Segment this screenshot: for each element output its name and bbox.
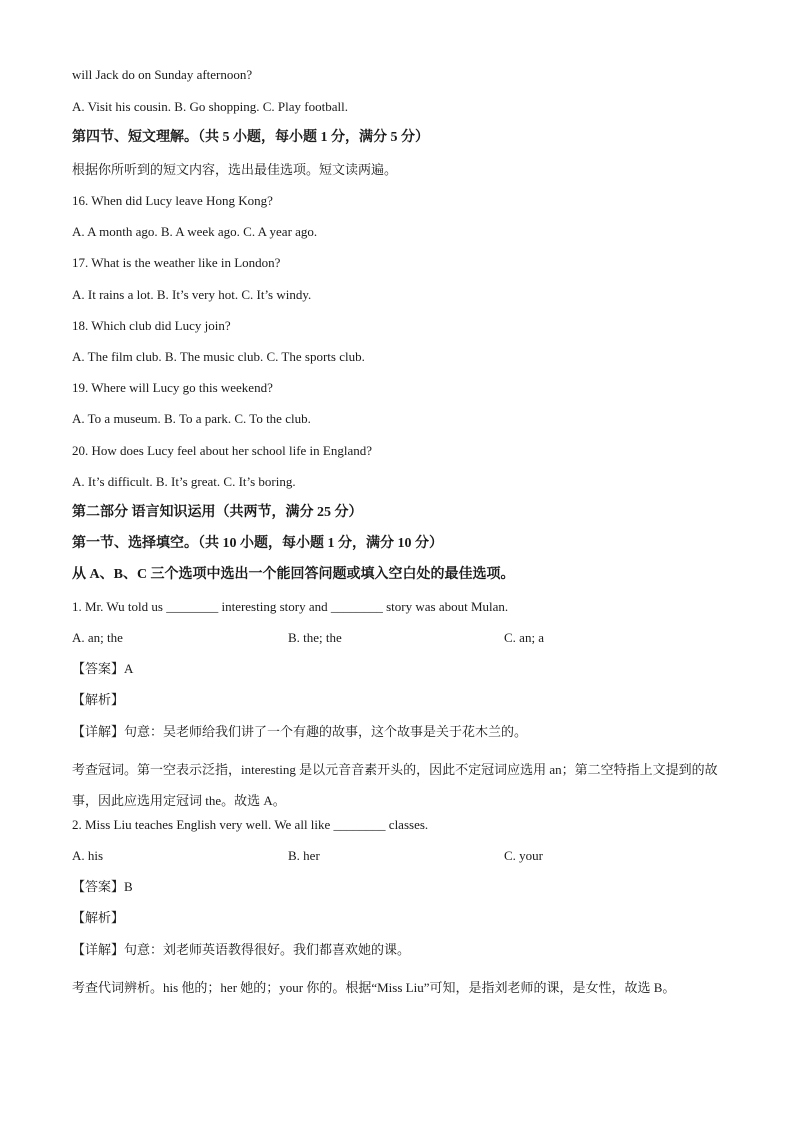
q2-option-a: A. his: [72, 848, 104, 863]
q2-option-c: C. your: [504, 848, 543, 863]
q2-question: 2. Miss Liu teaches English very well. We all like ________ classes.: [72, 817, 429, 832]
q17-options: A. It rains a lot. B. It’s very hot. C. It’s windy.: [72, 287, 312, 302]
q2-detail: 【详解】句意：刘老师英语教得很好。我们都喜欢她的课。: [72, 942, 411, 957]
q2-answer: 【答案】B: [72, 879, 133, 894]
section-1-heading: 第一节、选择填空。（共 10 小题，每小题 1 分，满分 10 分）: [72, 536, 443, 551]
q1-answer: 【答案】A: [72, 661, 134, 676]
q1-explanation: 考查冠词。第一空表示泛指，interesting 是以元音音素开头的，因此不定冠词应选用 an；第二空特指上文提到的故事，因此应选用定冠词 the。故选 A。: [72, 762, 718, 808]
q1-option-a: A. an; the: [72, 630, 123, 645]
q16-options: A. A month ago. B. A week ago. C. A year ago.: [72, 224, 318, 239]
section-1-instructions: 从 A、B、C 三个选项中选出一个能回答问题或填入空白处的最佳选项。: [72, 567, 515, 582]
q1-question: 1. Mr. Wu told us ________ interesting story and ________ story was about Mulan.: [72, 599, 509, 614]
q1-option-b: B. the; the: [288, 630, 342, 645]
q2-explanation: 考查代词辨析。his 他的；her 她的；your 你的。根据“Miss Liu”可知，是指刘老师的课，是女性，故选 B。: [72, 980, 676, 995]
q19-question: 19. Where will Lucy go this weekend?: [72, 380, 273, 395]
q20-options: A. It’s difficult. B. It’s great. C. It’s boring.: [72, 474, 296, 489]
q1-option-c: C. an; a: [504, 630, 545, 645]
q16-question: 16. When did Lucy leave Hong Kong?: [72, 193, 273, 208]
q1-detail: 【详解】句意：吴老师给我们讲了一个有趣的故事，这个故事是关于花木兰的。: [72, 724, 528, 739]
q17-question: 17. What is the weather like in London?: [72, 255, 281, 270]
q18-question: 18. Which club did Lucy join?: [72, 318, 231, 333]
q19-options: A. To a museum. B. To a park. C. To the club.: [72, 411, 311, 426]
part-2-heading: 第二部分 语言知识运用（共两节，满分 25 分）: [72, 505, 363, 520]
q2-option-b: B. her: [288, 848, 320, 863]
q20-question: 20. How does Lucy feel about her school life in England?: [72, 443, 372, 458]
q15-options: A. Visit his cousin. B. Go shopping. C. Play football.: [72, 99, 348, 114]
q15-question-tail: will Jack do on Sunday afternoon?: [72, 67, 253, 82]
section-4-instructions: 根据你所听到的短文内容，选出最佳选项。短文读两遍。: [72, 162, 398, 177]
q1-analysis-label: 【解析】: [72, 692, 125, 707]
q18-options: A. The film club. B. The music club. C. The sports club.: [72, 349, 365, 364]
q2-analysis-label: 【解析】: [72, 910, 125, 925]
section-4-heading: 第四节、短文理解。（共 5 小题，每小题 1 分，满分 5 分）: [72, 130, 429, 145]
